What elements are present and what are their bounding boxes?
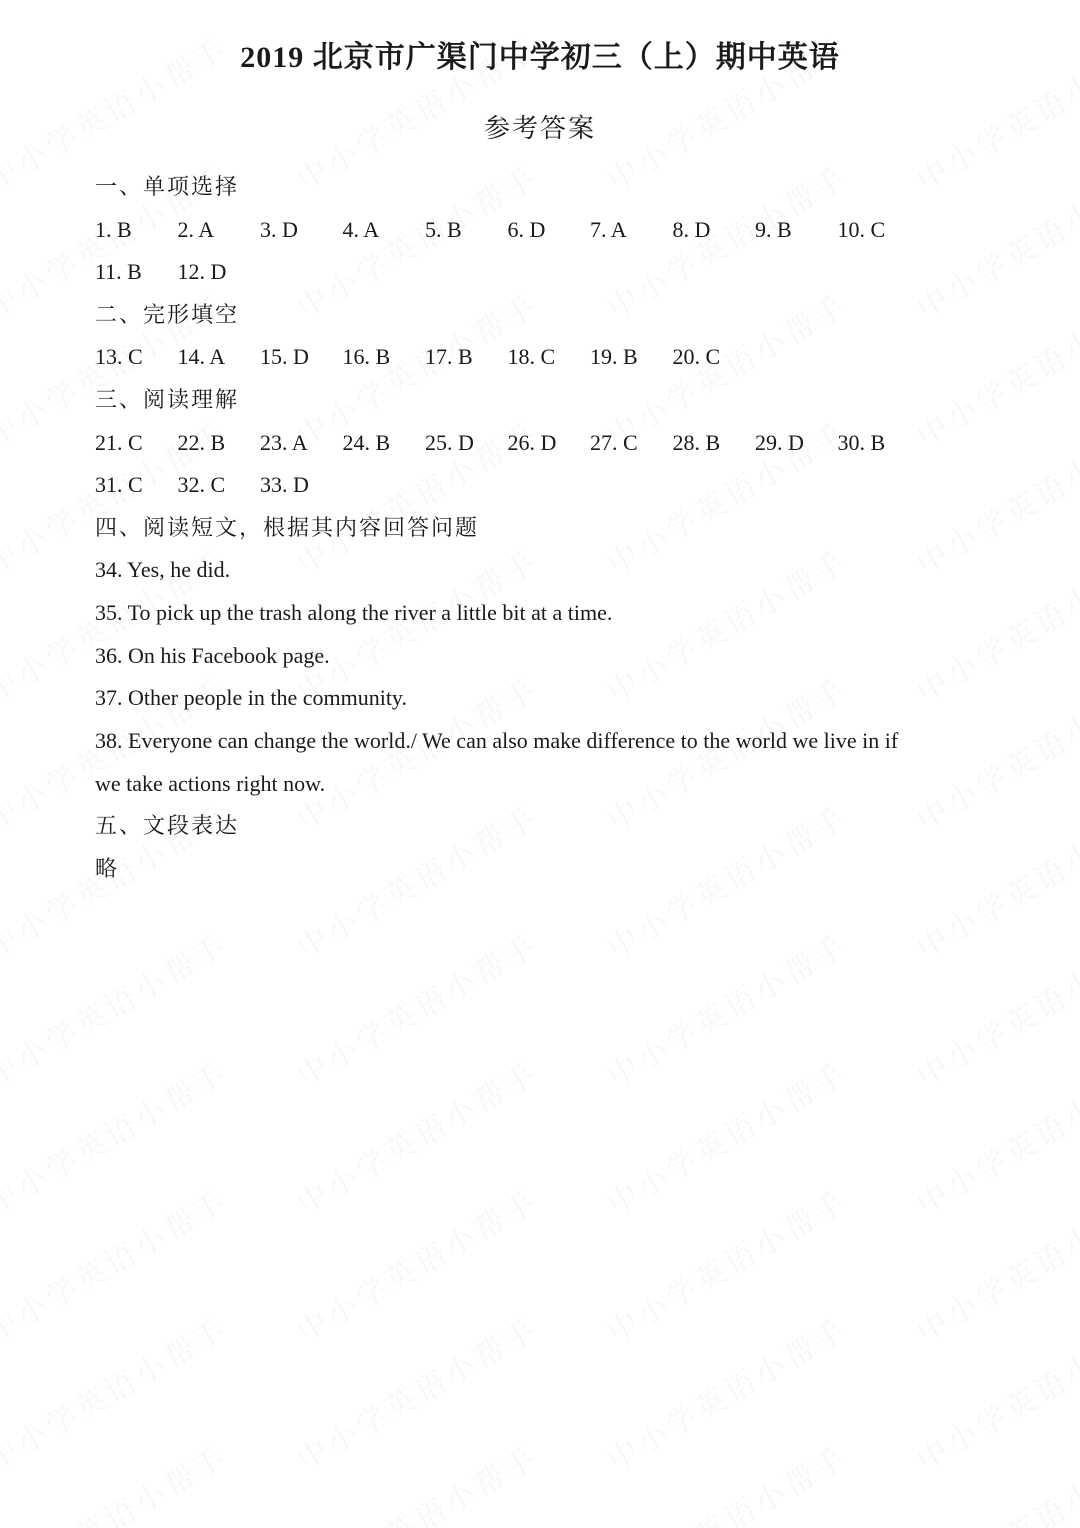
answer-item: 19. B bbox=[590, 344, 638, 370]
answer-text: 35. To pick up the trash along the river a little bit at a time. bbox=[95, 599, 613, 625]
answer-item: 16. B bbox=[342, 344, 391, 370]
answer-item: 1. B bbox=[95, 216, 132, 242]
answer-item: 30. B bbox=[837, 429, 886, 455]
answer-row bbox=[95, 464, 995, 507]
answer-item: 18. C bbox=[507, 344, 556, 370]
answer-content bbox=[95, 166, 995, 891]
answer-item: 12. D bbox=[177, 259, 227, 285]
answer-row bbox=[95, 251, 995, 294]
answer-item: 20. C bbox=[672, 344, 721, 370]
answer-item: 3. D bbox=[260, 216, 298, 242]
answer-item: 17. B bbox=[425, 344, 473, 370]
answer-text: 38. Everyone can change the world./ We can also make difference to the world we live in if bbox=[95, 727, 899, 753]
document-subtitle: 参考答案 bbox=[483, 114, 596, 143]
answer-text: 34. Yes, he did. bbox=[95, 557, 231, 583]
answer-item: 5. B bbox=[425, 216, 462, 242]
answer-item: 10. C bbox=[837, 216, 886, 242]
answer-item: 21. C bbox=[95, 429, 143, 455]
answer-item: 8. D bbox=[672, 216, 711, 242]
answer-item: 28. B bbox=[672, 429, 721, 455]
section-heading-short-answer: 四、阅读短文，根据其内容回答问题 bbox=[95, 514, 480, 540]
answer-row bbox=[95, 209, 995, 252]
answer-text: 37. Other people in the community. bbox=[95, 685, 408, 711]
section-heading-reading: 三、阅读理解 bbox=[95, 386, 240, 412]
answer-text: 略 bbox=[95, 855, 118, 881]
answer-item: 24. B bbox=[342, 429, 391, 455]
answer-row bbox=[95, 336, 995, 379]
answer-item: 33. D bbox=[260, 472, 309, 498]
answer-item: 6. D bbox=[507, 216, 546, 242]
answer-text-continued: we take actions right now. bbox=[95, 770, 326, 796]
answer-row bbox=[95, 422, 995, 465]
answer-text: 36. On his Facebook page. bbox=[95, 642, 330, 668]
answer-item: 22. B bbox=[177, 429, 226, 455]
answer-item: 29. D bbox=[755, 429, 804, 455]
answer-item: 13. C bbox=[95, 344, 143, 370]
answer-item: 27. C bbox=[590, 429, 638, 455]
answer-item: 2. A bbox=[177, 216, 215, 242]
answer-item: 7. A bbox=[590, 216, 627, 242]
section-heading-single-choice: 一、单项选择 bbox=[95, 174, 240, 199]
answer-item: 14. A bbox=[177, 344, 226, 370]
document-title: 2019 北京市广渠门中学初三（上）期中英语 bbox=[240, 41, 840, 74]
answer-item: 15. D bbox=[260, 344, 309, 370]
section-heading-cloze: 二、完形填空 bbox=[95, 301, 240, 327]
answer-item: 31. C bbox=[95, 472, 143, 498]
answer-item: 9. B bbox=[755, 216, 792, 242]
answer-item: 32. C bbox=[177, 472, 226, 498]
section-heading-writing: 五、文段表达 bbox=[95, 813, 240, 839]
answer-item: 26. D bbox=[507, 429, 557, 455]
answer-item: 4. A bbox=[342, 216, 380, 242]
answer-item: 11. B bbox=[95, 259, 142, 285]
answer-item: 25. D bbox=[425, 429, 474, 455]
answer-item: 23. A bbox=[260, 429, 308, 455]
